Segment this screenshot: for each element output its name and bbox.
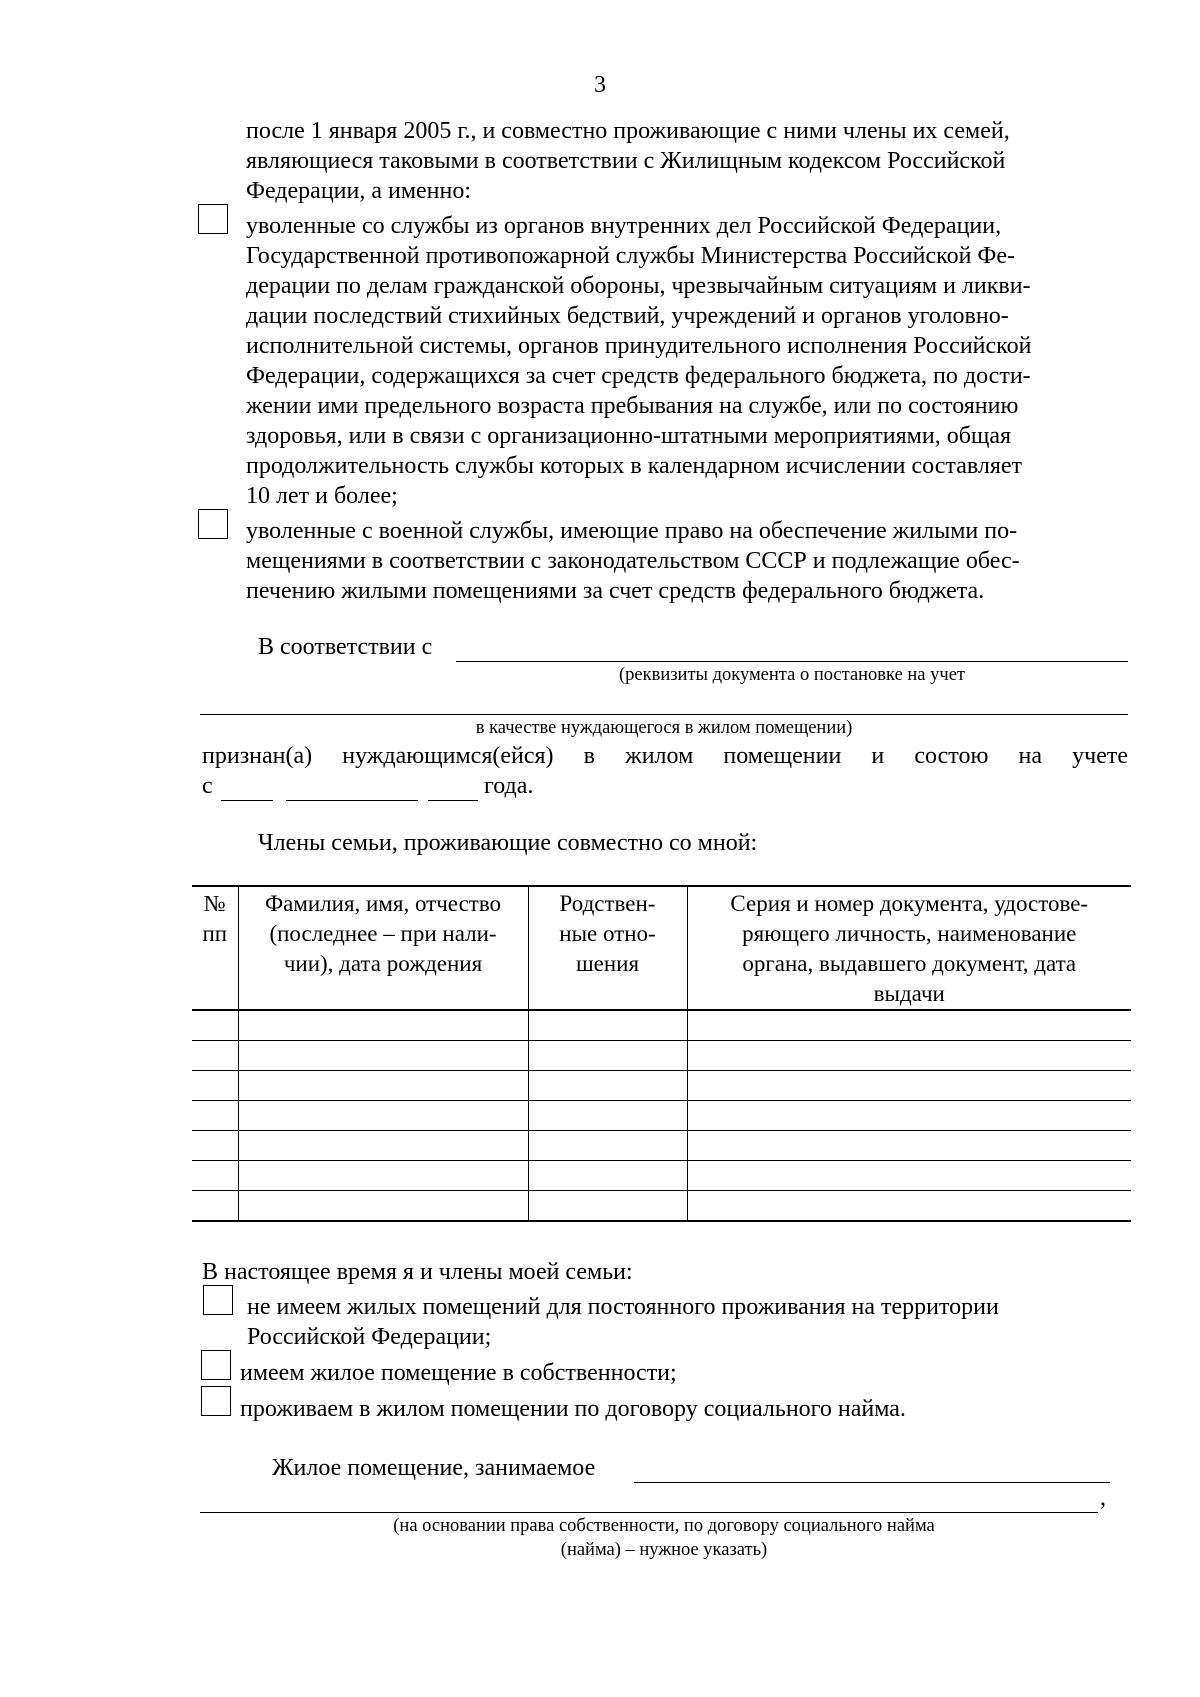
- housing-title: В настоящее время я и члены моей семьи:: [202, 1259, 633, 1285]
- intro-line: после 1 января 2005 г., и совместно проживающие с ними члены их семей,: [246, 118, 1010, 144]
- occupied-basis-field[interactable]: [634, 1482, 1110, 1483]
- registration-hint-1: (реквизиты документа о постановке на учет: [618, 665, 965, 685]
- option-line: жении ими предельного возраста пребывания на службе, или по состоянию: [246, 393, 1019, 419]
- table-cell[interactable]: [192, 1071, 238, 1101]
- option-line: Государственной противопожарной службы Министерства Российской Фе-: [246, 243, 1016, 269]
- option-line: дации последствий стихийных бедствий, учреждений и органов уголовно-: [246, 303, 1009, 329]
- table-row: [192, 1101, 1131, 1131]
- table-cell[interactable]: [687, 1161, 1131, 1191]
- option-line: уволенные с военной службы, имеющие право на обеспечение жилыми по-: [246, 518, 1018, 544]
- table-cell[interactable]: [238, 1041, 528, 1071]
- table-row: [192, 1161, 1131, 1191]
- table-cell[interactable]: [238, 1101, 528, 1131]
- table-cell[interactable]: [528, 1041, 687, 1071]
- family-title: Члены семьи, проживающие совместно со мной:: [258, 830, 758, 856]
- table-cell[interactable]: [528, 1010, 687, 1041]
- option-line: печению жилыми помещениями за счет средств федерального бюджета.: [246, 578, 985, 604]
- table-cell[interactable]: [528, 1191, 687, 1222]
- registration-document-field[interactable]: [456, 661, 1128, 662]
- table-cell[interactable]: [528, 1131, 687, 1161]
- occupied-hint-2: (найма) – нужное указать): [560, 1540, 768, 1560]
- table-header-row: [192, 886, 1131, 1010]
- registration-hint-2: в качестве нуждающегося в жилом помещении): [475, 718, 853, 738]
- table-cell[interactable]: [238, 1191, 528, 1222]
- column-header-id-document: Серия и номер документа, удостове- ряющего личность, наименование органа, выдавшего документ, дата выдачи: [687, 886, 1131, 1010]
- table-cell[interactable]: [238, 1071, 528, 1101]
- intro-paragraph: [246, 116, 1128, 206]
- table-row: [192, 1071, 1131, 1101]
- intro-line: являющиеся таковыми в соответствии с Жилищным кодексом Российской: [246, 148, 1006, 174]
- owned-housing-checkbox[interactable]: [201, 1350, 231, 1380]
- occupied-basis-field-2[interactable]: [200, 1512, 1098, 1513]
- column-header-relation: Родствен- ные отно- шения: [528, 886, 687, 1010]
- table-cell[interactable]: [238, 1131, 528, 1161]
- table-cell[interactable]: [687, 1010, 1131, 1041]
- table-cell[interactable]: [192, 1041, 238, 1071]
- option-line: Федерации, содержащихся за счет средств федерального бюджета, по дости-: [246, 363, 1031, 389]
- family-members-table: [192, 885, 1131, 1222]
- option-line: здоровья, или в связи с организационно-штатными мероприятиями, общая: [246, 423, 1012, 449]
- since-month-field[interactable]: [286, 800, 418, 801]
- occupied-hint-1: (на основании права собственности, по договору социального найма: [393, 1516, 935, 1536]
- option-line: дерации по делам гражданской обороны, чрезвычайным ситуациям и ликви-: [246, 273, 1031, 299]
- option-line: мещениями в соответствии с законодательством СССР и подлежащие обес-: [246, 548, 1020, 574]
- table-cell[interactable]: [687, 1131, 1131, 1161]
- registration-document-field-2[interactable]: [200, 714, 1128, 715]
- table-row: [192, 1131, 1131, 1161]
- intro-line: Федерации, а именно:: [246, 178, 472, 204]
- military-checkbox[interactable]: [198, 509, 228, 539]
- page-number: 3: [594, 72, 606, 98]
- table-cell[interactable]: [528, 1071, 687, 1101]
- military-option-text: [246, 516, 1128, 606]
- occupied-label: Жилое помещение, занимаемое: [272, 1455, 596, 1481]
- table-cell[interactable]: [192, 1161, 238, 1191]
- no-housing-option-text: [247, 1292, 1128, 1352]
- table-cell[interactable]: [192, 1101, 238, 1131]
- table-cell[interactable]: [687, 1041, 1131, 1071]
- option-line: уволенные со службы из органов внутренних дел Российской Федерации,: [246, 213, 1002, 239]
- social-rent-checkbox[interactable]: [201, 1386, 231, 1416]
- since-year-field[interactable]: [428, 800, 478, 801]
- occupied-comma: ,: [1100, 1485, 1106, 1511]
- since-day-field[interactable]: [221, 800, 273, 801]
- table-cell[interactable]: [192, 1010, 238, 1041]
- table-row: [192, 1191, 1131, 1222]
- no-housing-checkbox[interactable]: [203, 1285, 233, 1315]
- column-header-full-name: Фамилия, имя, отчество (последнее – при нали- чии), дата рождения: [238, 886, 528, 1010]
- social-rent-option-text: проживаем в жилом помещении по договору социального найма.: [240, 1396, 906, 1422]
- internal-affairs-checkbox[interactable]: [198, 204, 228, 234]
- table-cell[interactable]: [528, 1101, 687, 1131]
- option-line: исполнительной системы, органов принудительного исполнения Российской: [246, 333, 1032, 359]
- table-row: [192, 1010, 1131, 1041]
- internal-affairs-option-text: [246, 211, 1128, 511]
- option-line: не имеем жилых помещений для постоянного проживания на территории: [247, 1294, 999, 1320]
- table-cell[interactable]: [687, 1071, 1131, 1101]
- since-prefix: с: [202, 773, 213, 799]
- option-line: продолжительность службы которых в календарном исчислении составляет: [246, 453, 1023, 479]
- table-cell[interactable]: [687, 1101, 1131, 1131]
- table-cell[interactable]: [238, 1010, 528, 1041]
- option-line: 10 лет и более;: [246, 483, 398, 509]
- recognized-line: признан(а) нуждающимся(ейся) в жилом помещении и состою на учете: [202, 743, 1128, 769]
- table-cell[interactable]: [687, 1191, 1131, 1222]
- registration-label: В соответствии с: [258, 634, 433, 660]
- table-cell[interactable]: [192, 1131, 238, 1161]
- table-row: [192, 1041, 1131, 1071]
- table-cell[interactable]: [192, 1191, 238, 1222]
- table-cell[interactable]: [528, 1161, 687, 1191]
- owned-housing-option-text: имеем жилое помещение в собственности;: [240, 1360, 677, 1386]
- table-cell[interactable]: [238, 1161, 528, 1191]
- year-suffix: года.: [484, 773, 534, 799]
- column-header-number: № пп: [192, 886, 238, 1010]
- option-line: Российской Федерации;: [247, 1324, 492, 1350]
